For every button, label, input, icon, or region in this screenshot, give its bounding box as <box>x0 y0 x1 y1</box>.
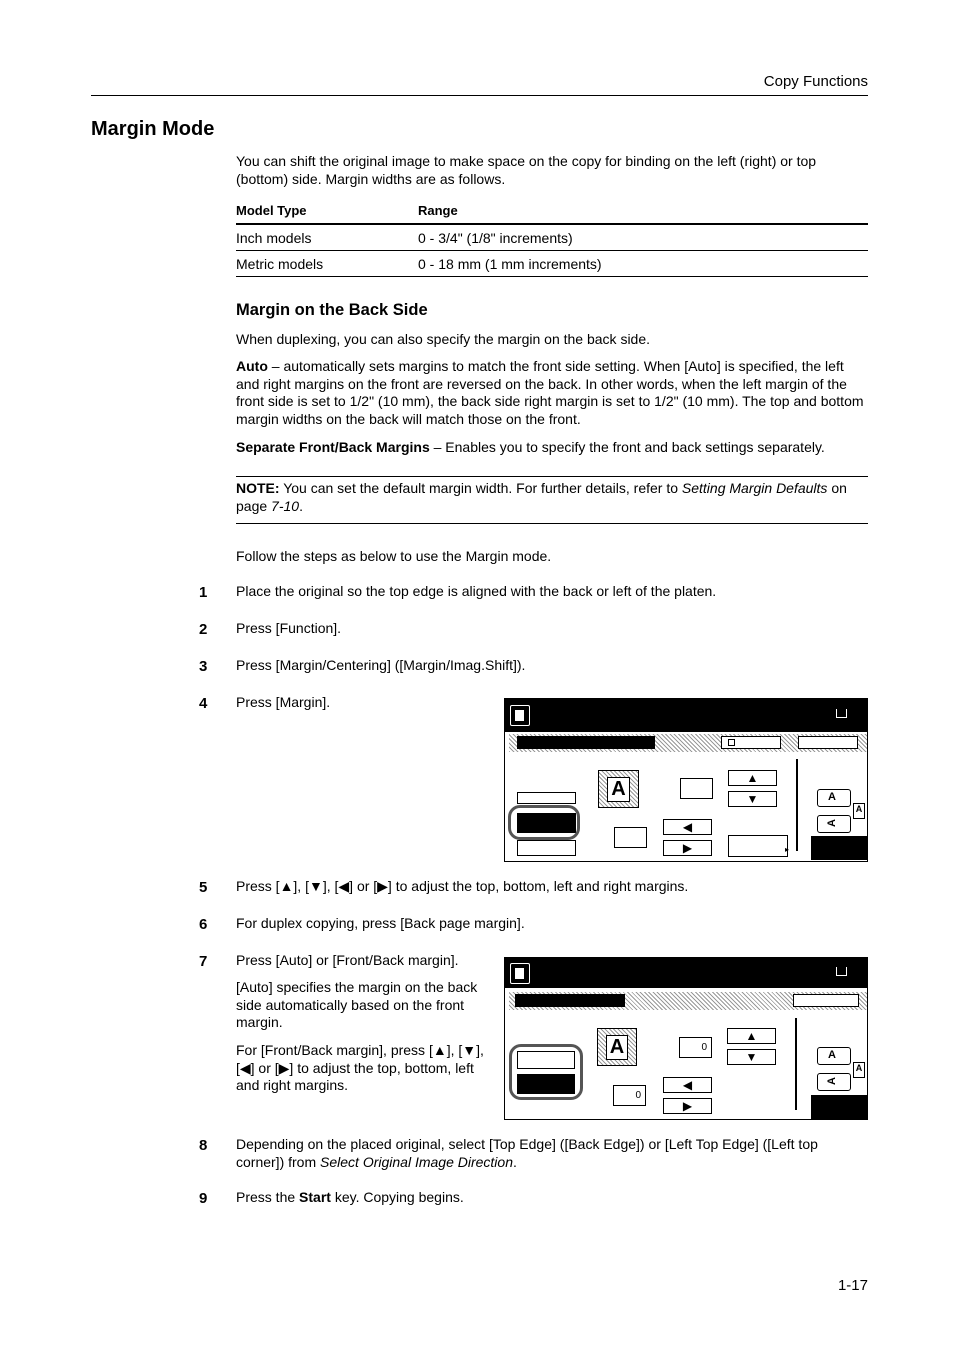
highlight-circle <box>509 1044 583 1100</box>
table-header-range: Range <box>418 203 458 218</box>
step-text: Press [Margin]. <box>236 694 331 710</box>
running-header: Copy Functions <box>763 73 868 90</box>
close-button[interactable] <box>811 836 868 860</box>
top-edge-original-icon[interactable] <box>817 1047 851 1065</box>
table-cell: 0 - 18 mm (1 mm increments) <box>418 256 602 272</box>
letter-a-icon: A <box>828 1049 836 1061</box>
intro-paragraph: You can shift the original image to make space on the copy for binding on the left (right) or top (bottom) side. Margin widths are as follows. <box>236 153 817 187</box>
screen-title-bar <box>505 699 867 732</box>
step7-detail-front-back: For [Front/Back margin], press [▲], [▼], [◀] or [▶] to adjust the top, bottom, left and right margins. <box>236 1042 484 1094</box>
left-top-edge-original-icon[interactable] <box>817 1073 851 1091</box>
back-page-margin-button[interactable] <box>517 840 576 856</box>
orientation-badge-icon: A <box>853 803 865 819</box>
document-icon <box>510 705 530 726</box>
margin-preview <box>598 770 639 808</box>
top-margin-value: 0 <box>679 1037 712 1058</box>
left-arrow-button[interactable]: ◀ <box>663 819 712 835</box>
step-text <box>236 1189 464 1207</box>
step-text: Press [Margin/Centering] ([Margin/Imag.Shift]). <box>236 657 526 673</box>
letter-a-icon: A <box>825 1077 838 1085</box>
document-icon <box>510 963 530 984</box>
page-title: Margin Mode <box>91 118 215 140</box>
step-number: 8 <box>199 1137 208 1154</box>
status-field-1 <box>721 736 781 749</box>
step-text-part: . <box>513 1153 517 1170</box>
right-arrow-button[interactable]: ▶ <box>663 1098 712 1114</box>
note-page-ref: 7-10 <box>271 497 300 514</box>
page-number: 1-17 <box>837 1277 868 1294</box>
step-number: 5 <box>199 879 208 896</box>
step7-detail-auto: [Auto] specifies the margin on the back side automatically based on the front margin. <box>236 979 478 1031</box>
margin-range-table <box>236 198 868 277</box>
step-text-part: key. Copying begins. <box>330 1189 464 1205</box>
table-cell: 0 - 3/4" (1/8" increments) <box>418 230 573 246</box>
status-message-bar <box>517 736 655 749</box>
left-top-edge-original-icon[interactable] <box>817 815 851 833</box>
small-arrow-icon: ▸ <box>784 845 789 854</box>
step-number: 3 <box>199 658 208 675</box>
header-rule <box>91 95 868 96</box>
step-text: Press [Function]. <box>236 620 342 636</box>
auto-paragraph <box>236 358 868 428</box>
step-number: 6 <box>199 916 208 933</box>
table-cell: Metric models <box>236 256 324 272</box>
step-number: 7 <box>199 953 208 970</box>
separate-paragraph <box>236 439 868 457</box>
memory-icon <box>836 709 847 718</box>
separate-text: – Enables you to specify the front and back settings separately. <box>429 439 825 455</box>
small-original-icon <box>728 739 735 746</box>
highlight-circle <box>508 805 580 840</box>
section-heading: Margin on the Back Side <box>236 301 428 319</box>
table-header-model: Model Type <box>236 203 307 218</box>
step-text: Place the original so the top edge is aligned with the back or left of the platen. <box>236 583 717 599</box>
start-key-term: Start <box>299 1189 331 1205</box>
step-text: Press [Auto] or [Front/Back margin]. <box>236 952 459 968</box>
top-margin-value <box>680 778 713 799</box>
status-strip <box>509 992 868 1010</box>
status-field-2 <box>798 736 858 749</box>
left-margin-value <box>614 827 647 848</box>
auto-term: Auto <box>236 358 268 374</box>
letter-a-icon: A <box>606 1035 628 1060</box>
auto-margin-button[interactable] <box>728 835 788 857</box>
margin-button-top[interactable] <box>517 792 576 804</box>
auto-text: – automatically sets margins to match the front side setting. When [Auto] is specified, the left and right margins on the front are reversed on the back. In other words, when the left margin of the front side is set to 1/2" (10 mm), the back side right margin is set to 1/2" (10 mm). The top and bottom margin widths on the back will match those on the front. <box>236 358 864 427</box>
note-text-part: You can set the default margin width. For further details, refer to <box>279 480 682 496</box>
step-number: 9 <box>199 1190 208 1207</box>
letter-a-icon: A <box>828 791 836 803</box>
note-text-part: . <box>299 497 303 514</box>
orientation-badge-icon: A <box>853 1062 865 1078</box>
note-label: NOTE: <box>236 480 280 496</box>
screen-divider <box>796 759 798 851</box>
table-cell: Inch models <box>236 230 312 246</box>
step-text-part: Depending on the placed original, select [Top Edge] ([Back Edge]) or [Left Top Edge] ([Left top corner]) from <box>236 1136 818 1170</box>
margin-screen-1 <box>504 698 868 862</box>
note-reference: Setting Margin Defaults <box>681 480 828 496</box>
note-text <box>236 480 868 515</box>
step-number: 2 <box>199 621 208 638</box>
margin-screen-2 <box>504 957 868 1120</box>
status-field <box>793 994 859 1007</box>
status-strip <box>509 734 868 752</box>
left-margin-value: 0 <box>613 1085 646 1106</box>
step-reference: Select Original Image Direction <box>320 1153 513 1170</box>
down-arrow-button[interactable]: ▼ <box>728 791 777 807</box>
step-text: For duplex copying, press [Back page margin]. <box>236 915 525 931</box>
follow-steps-text: Follow the steps as below to use the Margin mode. <box>236 548 552 564</box>
table-row <box>236 225 868 251</box>
status-message-bar <box>515 994 625 1007</box>
note-box <box>236 476 868 524</box>
screen-title-bar <box>505 958 867 988</box>
step-text-part: Press the <box>236 1189 300 1205</box>
close-button[interactable] <box>811 1095 868 1119</box>
table-row <box>236 251 868 277</box>
letter-a-icon: A <box>825 819 838 827</box>
left-arrow-button[interactable]: ◀ <box>663 1077 712 1093</box>
up-arrow-button[interactable]: ▲ <box>728 770 777 786</box>
letter-a-icon: A <box>607 777 629 802</box>
back-side-lead: When duplexing, you can also specify the margin on the back side. <box>236 331 651 347</box>
screen-divider <box>795 1018 797 1110</box>
step-text <box>236 1136 856 1171</box>
step-number: 1 <box>199 584 208 601</box>
right-arrow-button[interactable]: ▶ <box>663 840 712 856</box>
margin-preview <box>597 1028 637 1066</box>
step-number: 4 <box>199 695 208 712</box>
down-arrow-button[interactable]: ▼ <box>727 1049 776 1065</box>
up-arrow-button[interactable]: ▲ <box>727 1028 776 1044</box>
table-header-row <box>236 198 868 225</box>
separate-term: Separate Front/Back Margins <box>236 439 430 455</box>
step-text: Press [▲], [▼], [◀] or [▶] to adjust the top, bottom, left and right margins. <box>236 878 689 894</box>
note-text-part: on page <box>236 480 847 514</box>
top-edge-original-icon[interactable] <box>817 789 851 807</box>
memory-icon <box>836 967 847 976</box>
